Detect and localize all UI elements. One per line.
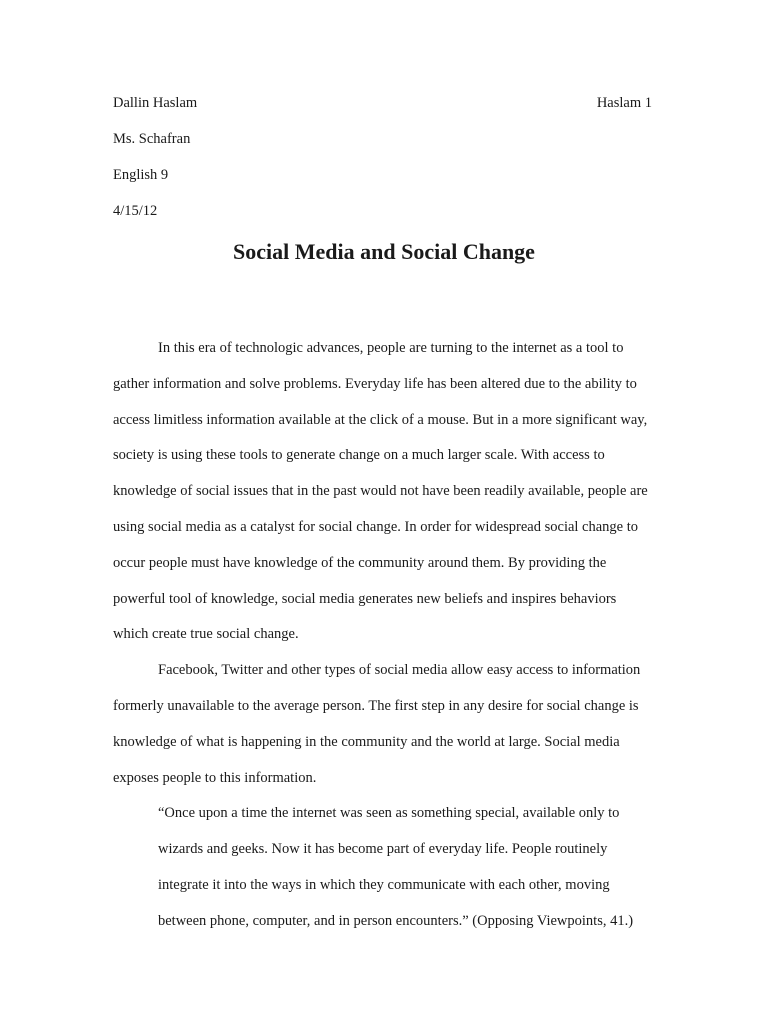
course-name: English 9 (113, 167, 169, 183)
paragraph-1: In this era of technologic advances, people are turning to the internet as a tool to gather information and solve problems. Everyday life has been altered due to the ability to access limitless information available at the click of a mouse. But in a more significant way, society is using these tools to generate change on a much larger scale. With access to knowledge of social issues that in the past would not have been readily available, people are using social media as a catalyst for social change. In order for widespread social change to occur people must have knowledge of the community around them. By providing the powerful tool of knowledge, social media generates new beliefs and inspires behaviors which create true social change. (113, 340, 648, 643)
essay-body (113, 331, 653, 940)
block-quote: “Once upon a time the internet was seen as something special, available only to wizards and geeks. Now it has become part of everyday life. People routinely integrate it into the ways in which they communicate with each other, moving between phone, computer, and in person encounters.” (Opposing Viewpoints, 41.) (158, 805, 634, 929)
paragraph-2: Facebook, Twitter and other types of social media allow easy access to information formerly unavailable to the average person. The first step in any desire for social change is knowledge of what is happening in the community and the world at large. Social media exposes people to this information. (113, 662, 641, 786)
author-name: Dallin Haslam (113, 95, 198, 111)
teacher-name: Ms. Schafran (113, 131, 191, 147)
essay-title: Social Media and Social Change (233, 239, 535, 264)
essay-date: 4/15/12 (113, 203, 158, 219)
running-head: Haslam 1 (596, 95, 652, 111)
